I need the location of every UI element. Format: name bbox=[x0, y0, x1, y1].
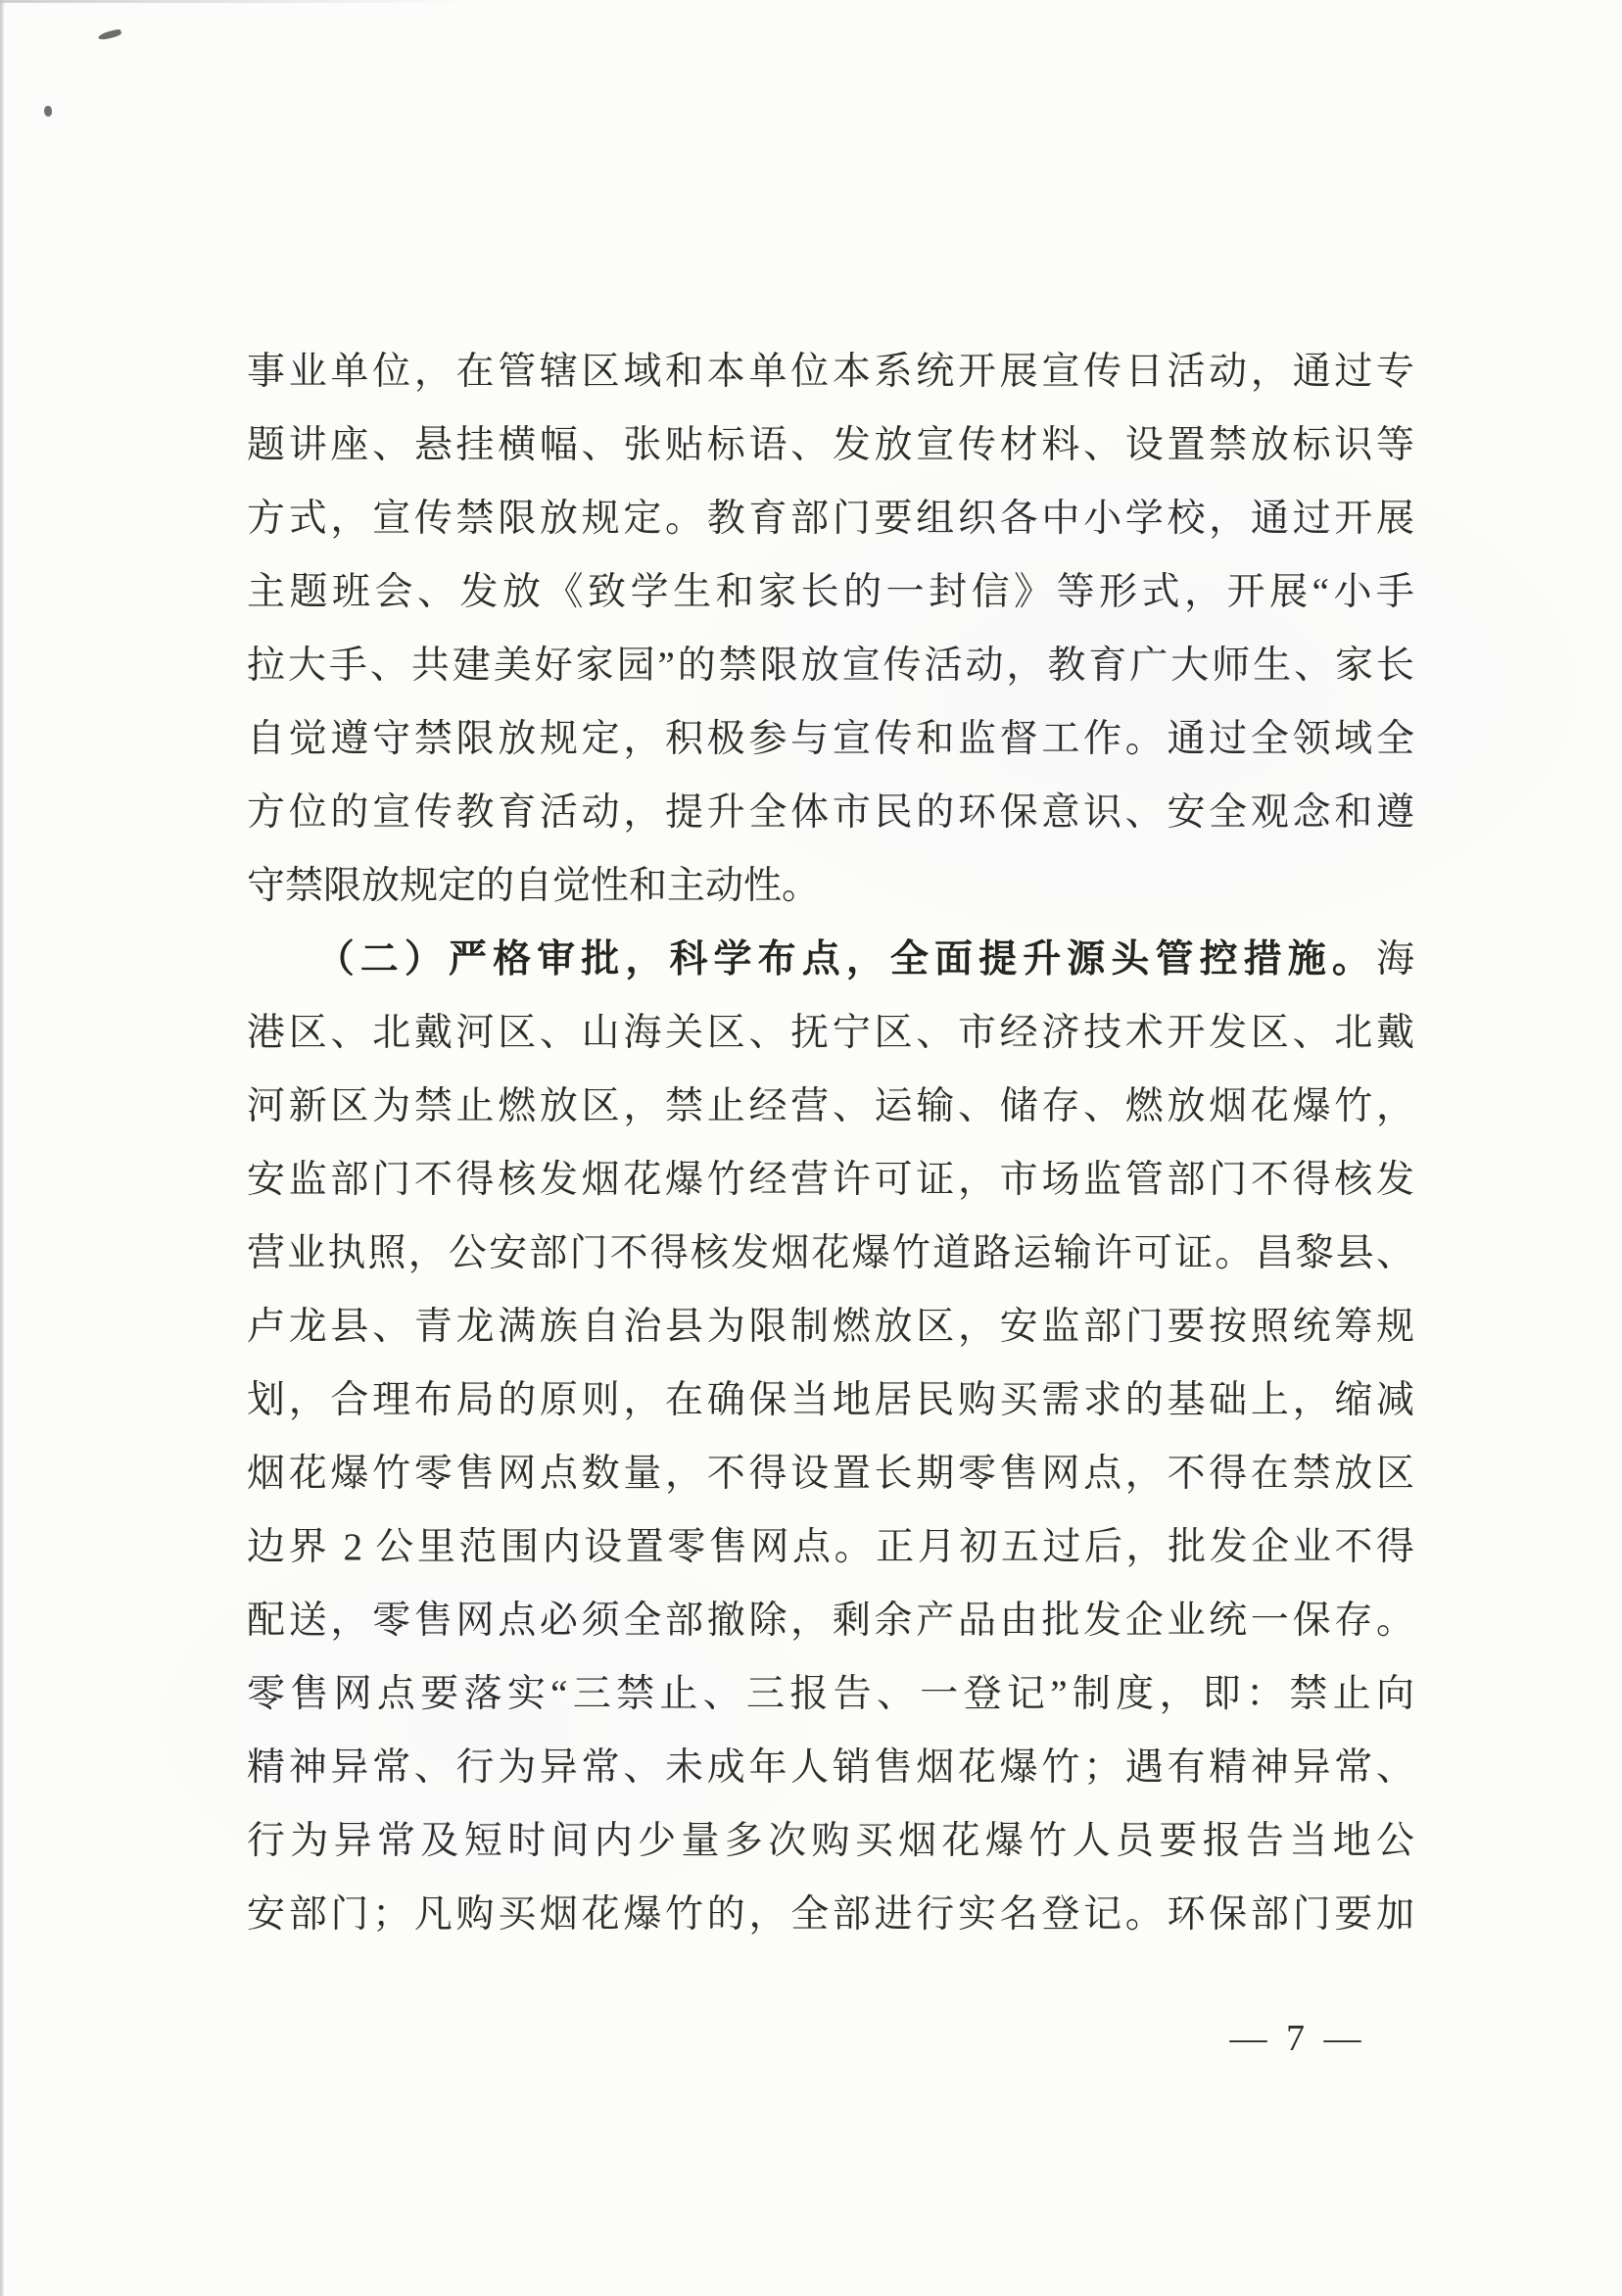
text-line: 精神异常、行为异常、未成年人销售烟花爆竹；遇有精神异常、 bbox=[247, 1746, 1414, 1789]
text-line: 边界 2 公里范围内设置零售网点。正月初五过后，批发企业不得 bbox=[247, 1526, 1414, 1568]
text-line-tail: 海 bbox=[1375, 938, 1414, 981]
section-heading-label: （二）严格审批，科学布点，全面提升源头管控措施。 bbox=[247, 938, 1376, 981]
text-line: 划，合理布局的原则，在确保当地居民购买需求的基础上，缩减 bbox=[247, 1379, 1414, 1421]
text-line: 港区、北戴河区、山海关区、抚宁区、市经济技术开发区、北戴 bbox=[247, 1012, 1414, 1054]
text-line: 卢龙县、青龙满族自治县为限制燃放区，安监部门要按照统筹规 bbox=[247, 1306, 1414, 1348]
text-line-paragraph-end: 守禁限放规定的自觉性和主动性。 bbox=[247, 865, 821, 907]
text-line: 河新区为禁止燃放区，禁止经营、运输、储存、燃放烟花爆竹， bbox=[247, 1085, 1414, 1127]
scan-edge-left bbox=[0, 0, 4, 2296]
text-line-section-heading bbox=[247, 923, 1414, 996]
scan-speck bbox=[44, 106, 52, 117]
text-line: 事业单位，在管辖区域和本单位本系统开展宣传日活动，通过专 bbox=[247, 351, 1414, 393]
text-line: 自觉遵守禁限放规定，积极参与宣传和监督工作。通过全领域全 bbox=[247, 718, 1414, 760]
text-line: 安监部门不得核发烟花爆竹经营许可证，市场监管部门不得核发 bbox=[247, 1159, 1414, 1201]
page-number: — 7 — bbox=[1229, 2018, 1366, 2059]
text-line: 零售网点要落实“三禁止、三报告、一登记”制度，即：禁止向 bbox=[247, 1673, 1414, 1715]
text-line: 题讲座、悬挂横幅、张贴标语、发放宣传材料、设置禁放标识等 bbox=[247, 424, 1414, 466]
text-line: 配送，零售网点必须全部撤除，剩余产品由批发企业统一保存。 bbox=[247, 1600, 1414, 1642]
text-line: 烟花爆竹零售网点数量，不得设置长期零售网点，不得在禁放区 bbox=[247, 1453, 1414, 1495]
text-line: 安部门；凡购买烟花爆竹的，全部进行实名登记。环保部门要加 bbox=[247, 1893, 1414, 1936]
document-body bbox=[247, 335, 1414, 1951]
text-line: 行为异常及短时间内少量多次购买烟花爆竹人员要报告当地公 bbox=[247, 1820, 1414, 1862]
text-line: 营业执照，公安部门不得核发烟花爆竹道路运输许可证。昌黎县、 bbox=[247, 1232, 1414, 1274]
scan-edge-top bbox=[0, 0, 470, 3]
scan-speck bbox=[98, 28, 122, 41]
text-line: 主题班会、发放《致学生和家长的一封信》等形式，开展“小手 bbox=[247, 571, 1414, 613]
text-line: 拉大手、共建美好家园”的禁限放宣传活动，教育广大师生、家长 bbox=[247, 645, 1414, 687]
text-line: 方式，宣传禁限放规定。教育部门要组织各中小学校，通过开展 bbox=[247, 498, 1414, 540]
text-line: 方位的宣传教育活动，提升全体市民的环保意识、安全观念和遵 bbox=[247, 791, 1414, 834]
